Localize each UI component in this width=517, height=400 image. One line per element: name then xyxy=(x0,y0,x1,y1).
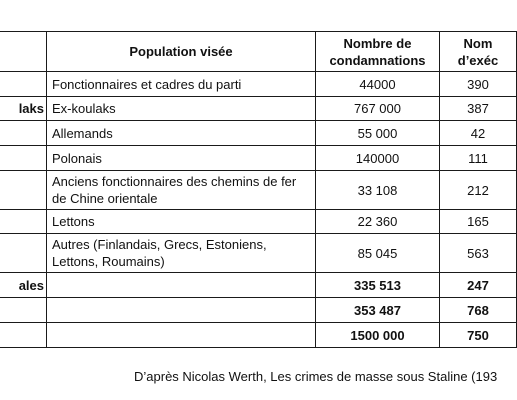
row-category xyxy=(0,171,47,210)
data-table-container xyxy=(0,31,517,348)
table-row xyxy=(0,121,517,146)
header-condamnations: Nombre de condamnations xyxy=(316,32,440,72)
row-condamnations: 1500 000 xyxy=(316,323,440,348)
table-row xyxy=(0,273,517,298)
header-category xyxy=(0,32,47,72)
row-executions: 165 xyxy=(440,210,517,234)
row-population: Autres (Finlandais, Grecs, Estoniens, Lettons, Roumains) xyxy=(47,234,316,273)
row-executions: 768 xyxy=(440,298,517,323)
row-condamnations: 85 045 xyxy=(316,234,440,273)
row-category xyxy=(0,72,47,97)
row-executions: 750 xyxy=(440,323,517,348)
row-category xyxy=(0,121,47,146)
row-category: laks xyxy=(0,97,47,121)
row-condamnations: 44000 xyxy=(316,72,440,97)
row-population xyxy=(47,298,316,323)
row-category: ales xyxy=(0,273,47,298)
source-citation: D’après Nicolas Werth, Les crimes de masse sous Staline (193 xyxy=(134,369,498,384)
table-row xyxy=(0,171,517,210)
row-condamnations: 767 000 xyxy=(316,97,440,121)
table-row xyxy=(0,146,517,171)
row-population: Polonais xyxy=(47,146,316,171)
table-row xyxy=(0,298,517,323)
row-population: Ex-koulaks xyxy=(47,97,316,121)
row-executions: 390 xyxy=(440,72,517,97)
row-population xyxy=(47,273,316,298)
row-condamnations: 335 513 xyxy=(316,273,440,298)
row-category xyxy=(0,234,47,273)
row-population: Allemands xyxy=(47,121,316,146)
row-condamnations: 33 108 xyxy=(316,171,440,210)
row-category xyxy=(0,146,47,171)
table-row xyxy=(0,323,517,348)
table-row xyxy=(0,97,517,121)
row-executions: 247 xyxy=(440,273,517,298)
row-executions: 42 xyxy=(440,121,517,146)
row-category xyxy=(0,210,47,234)
row-category xyxy=(0,298,47,323)
repression-table xyxy=(0,31,517,348)
header-population: Population visée xyxy=(47,32,316,72)
row-population: Fonctionnaires et cadres du parti xyxy=(47,72,316,97)
row-population xyxy=(47,323,316,348)
row-executions: 212 xyxy=(440,171,517,210)
row-population: Anciens fonctionnaires des chemins de fer de Chine orientale xyxy=(47,171,316,210)
row-condamnations: 353 487 xyxy=(316,298,440,323)
row-executions: 387 xyxy=(440,97,517,121)
row-condamnations: 22 360 xyxy=(316,210,440,234)
row-population: Lettons xyxy=(47,210,316,234)
table-row xyxy=(0,210,517,234)
header-executions: Nom d’exéc xyxy=(440,32,517,72)
row-condamnations: 140000 xyxy=(316,146,440,171)
row-executions: 563 xyxy=(440,234,517,273)
table-header-row xyxy=(0,32,517,72)
table-row xyxy=(0,234,517,273)
row-category xyxy=(0,323,47,348)
row-condamnations: 55 000 xyxy=(316,121,440,146)
table-row xyxy=(0,72,517,97)
row-executions: 111 xyxy=(440,146,517,171)
